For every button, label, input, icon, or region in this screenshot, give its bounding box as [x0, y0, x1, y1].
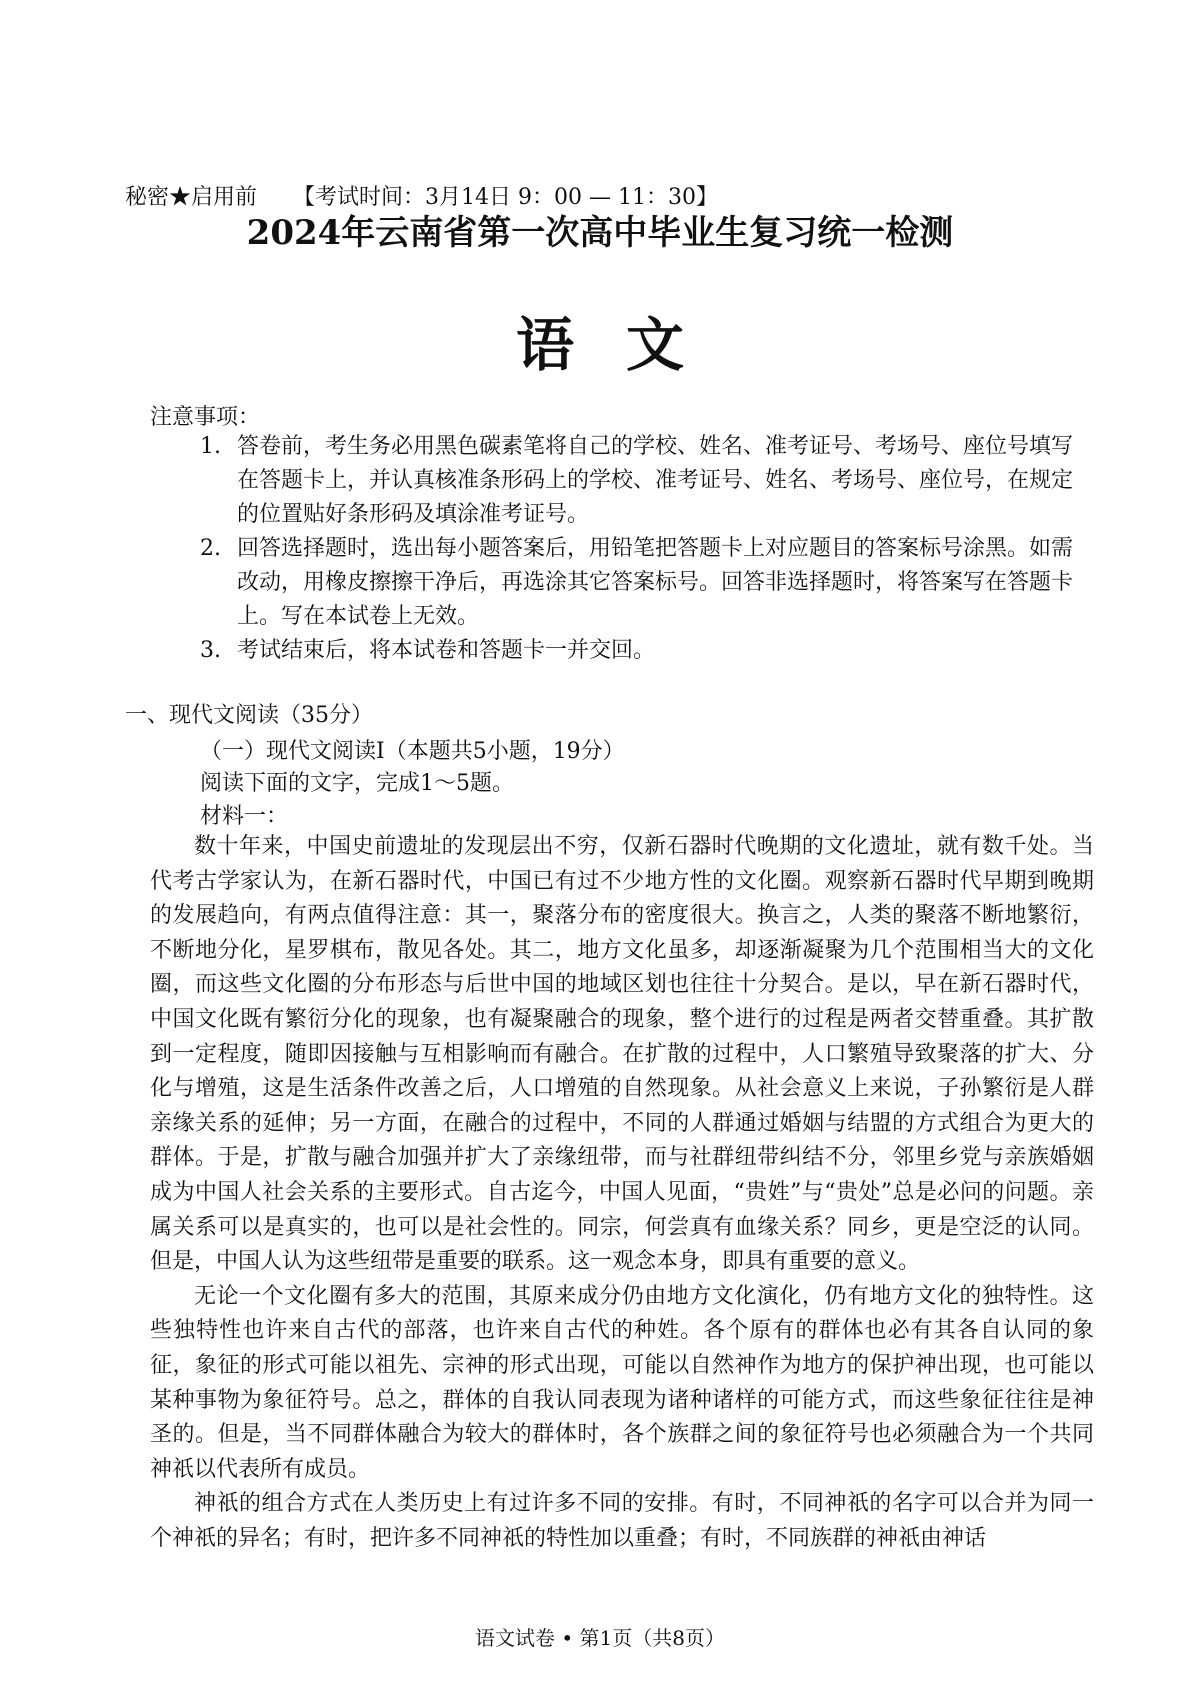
notice-item-number: 2. [200, 536, 221, 561]
subject-title: 语文 [515, 311, 736, 379]
exam-title: 2024年云南省第一次高中毕业生复习统一检测 [246, 213, 954, 253]
notice-list [200, 430, 1090, 668]
notice-item-number: 1. [200, 434, 221, 459]
section-heading: 一、现代文阅读（35分） [125, 703, 373, 728]
notice-item [200, 430, 1090, 532]
passage-paragraph: 数十年来，中国史前遗址的发现层出不穷，仅新石器时代晚期的文化遗址，就有数千处。当代考古学家认为，在新石器时代，中国已有过不少地方性的文化圈。观察新石器时代早期到晚期的发展趋向，有两点值得注意：其一，聚落分布的密度很大。换言之，人类的聚落不断地繁衍，不断地分化，星罗棋布，散见各处。其二，地方文化虽多，却逐渐凝聚为几个范围相当大的文化圈，而这些文化圈的分布形态与后世中国的地域区划也往往十分契合。是以，早在新石器时代，中国文化既有繁衍分化的现象，也有凝聚融合的现象，整个进行的过程是两者交替重叠。其扩散到一定程度，随即因接触与互相影响而有融合。在扩散的过程中，人口繁殖导致聚落的扩大、分化与增殖，这是生活条件改善之后，人口增殖的自然现象。从社会意义上来说，子孙繁衍是人群亲缘关系的延伸；另一方面，在融合的过程中，不同的人群通过婚姻与结盟的方式组合为更大的群体。于是，扩散与融合加强并扩大了亲缘纽带，而与社群纽带纠结不分，邻里乡党与亲族婚姻成为中国人社会关系的主要形式。自古迄今，中国人见面，“贵姓”与“贵处”总是必问的问题。亲属关系可以是真实的，也可以是社会性的。同宗，何尝真有血缘关系？同乡，更是空泛的认同。但是，中国人认为这些纽带是重要的联系。这一观念本身，即具有重要的意义。 [150, 834, 1094, 1275]
notice-item [200, 532, 1090, 634]
confidential-label: 秘密★启用前 [125, 185, 258, 210]
passage-paragraph: 无论一个文化圈有多大的范围，其原来成分仍由地方文化演化，仍有地方文化的独特性。这些独特性也许来自古代的部落，也许来自古代的种姓。各个原有的群体也必有其各自认同的象征，象征的形式可能以祖先、宗神的形式出现，可能以自然神作为地方的保护神出现，也可能以某种事物为象征符号。总之，群体的自我认同表现为诸种诸样的可能方式，而这些象征往往是神圣的。但是，当不同群体融合为较大的群体时，各个族群之间的象征符号也必须融合为一个共同神祇以代表所有成员。 [150, 1283, 1094, 1482]
subsection-heading: （一）现代文阅读Ⅰ（本题共5小题，19分） [200, 739, 625, 764]
notice-item-text: 考试结束后，将本试卷和答题卡一并交回。 [237, 638, 656, 663]
notice-item-text: 答卷前，考生务必用黑色碳素笔将自己的学校、姓名、准考证号、考场号、座位号填写在答题卡上，并认真核准条形码上的学校、准考证号、姓名、考场号、座位号，在规定的位置贴好条形码及填涂准考证号。 [237, 434, 1074, 527]
exam-time: 【考试时间：3月14日 9：00 — 11：30】 [293, 185, 718, 210]
notice-item-text: 回答选择题时，选出每小题答案后，用铅笔把答题卡上对应题目的答案标号涂黑。如需改动，用橡皮擦擦干净后，再选涂其它答案标号。回答非选择题时，将答案写在答题卡上。写在本试卷上无效。 [237, 536, 1074, 629]
material-heading: 材料一： [200, 804, 289, 829]
page-footer: 语文试卷 • 第1页（共8页） [475, 1626, 725, 1650]
passage-paragraph: 神祇的组合方式在人类历史上有过许多不同的安排。有时，不同神祇的名字可以合并为同一个神祇的异名；有时，把许多不同神祇的特性加以重叠；有时，不同族群的神祇由神话 [150, 1491, 1094, 1551]
reading-instruction: 阅读下面的文字，完成1～5题。 [200, 771, 514, 796]
passage-body [150, 830, 1094, 1556]
notice-item-number: 3. [200, 638, 221, 663]
notice-item [200, 634, 1090, 668]
notice-heading: 注意事项： [150, 405, 261, 430]
